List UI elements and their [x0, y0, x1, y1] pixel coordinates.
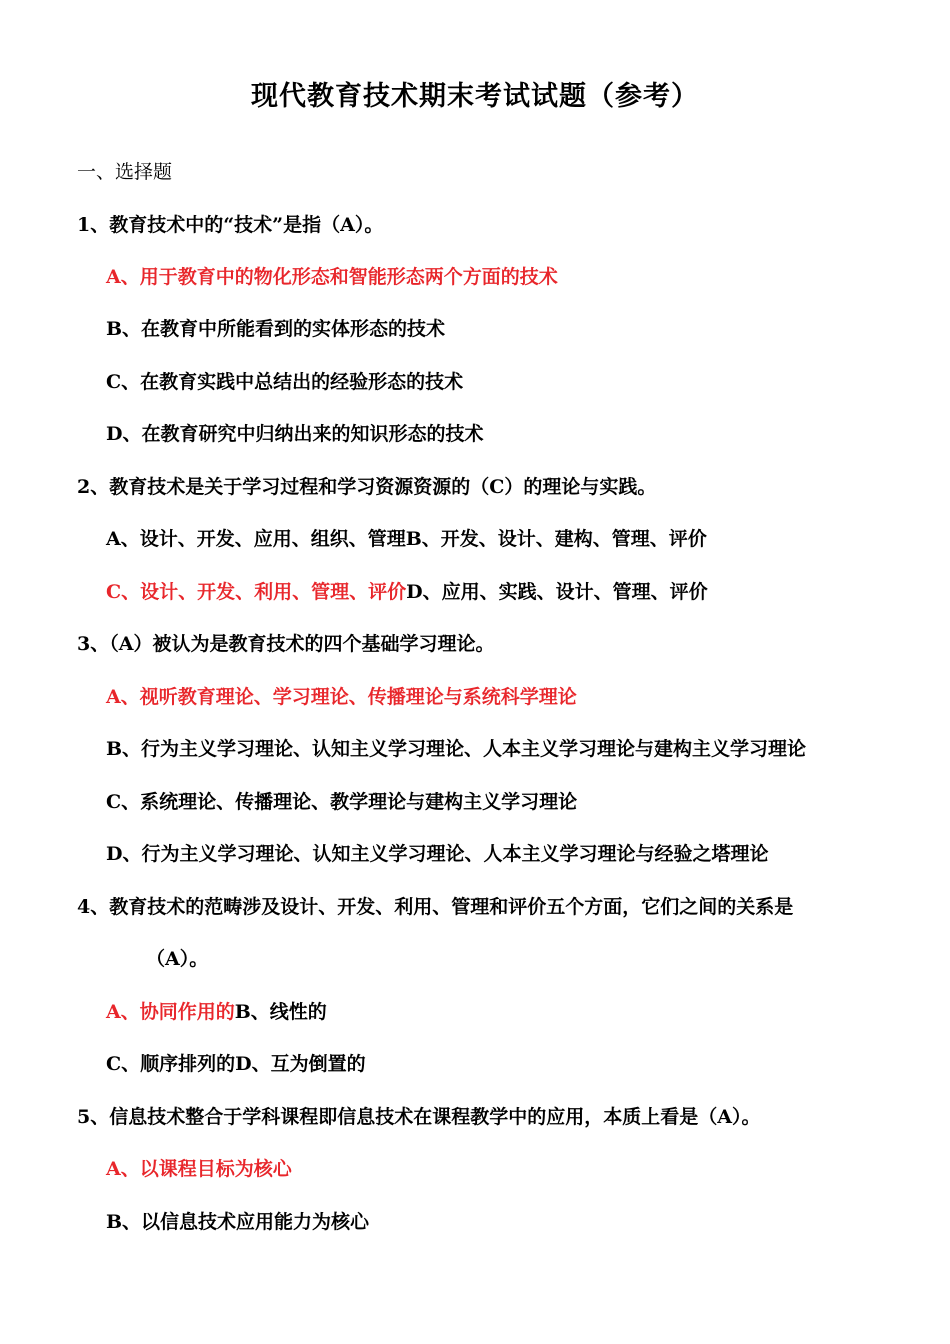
question-3-stem: 3、（A）被认为是教育技术的四个基础学习理论。	[77, 633, 495, 655]
question-3-option-c: C、系统理论、传播理论、教学理论与建构主义学习理论	[106, 791, 578, 813]
question-2-option-b: B、开发、设计、建构、管理、评价	[405, 528, 707, 550]
question-1-stem: 1、教育技术中的“技术”是指（A）。	[77, 214, 384, 236]
question-2-options-line-2	[106, 579, 708, 605]
question-2-option-a: A、设计、开发、应用、组织、管理	[106, 528, 406, 550]
question-3-option-d: D、行为主义学习理论、认知主义学习理论、人本主义学习理论与经验之塔理论	[106, 843, 769, 865]
question-3-option-a: A、视听教育理论、学习理论、传播理论与系统科学理论	[106, 686, 577, 708]
question-1-option-b: B、在教育中所能看到的实体形态的技术	[106, 318, 446, 340]
question-4-options-line-1	[106, 999, 327, 1025]
question-5-option-a: A、以课程目标为核心	[106, 1158, 292, 1180]
question-1-option-a: A、用于教育中的物化形态和智能形态两个方面的技术	[106, 266, 558, 288]
question-4-stem-continued: （A）。	[146, 948, 209, 970]
question-4-options-line-2	[106, 1051, 366, 1077]
question-2-options-line-1	[106, 526, 707, 552]
question-1-option-c: C、在教育实践中总结出的经验形态的技术	[106, 371, 464, 393]
question-4-option-c: C、顺序排列的	[106, 1053, 236, 1075]
question-1-option-d: D、在教育研究中归纳出来的知识形态的技术	[106, 423, 484, 445]
question-4-option-d: D、互为倒置的	[235, 1053, 366, 1075]
document-title: 现代教育技术期末考试试题（参考）	[251, 81, 699, 112]
section-heading: 一、选择题	[77, 161, 173, 183]
question-2-option-d: D、应用、实践、设计、管理、评价	[406, 581, 708, 603]
question-5-stem: 5、信息技术整合于学科课程即信息技术在课程教学中的应用，本质上看是（A）。	[77, 1106, 761, 1128]
question-4-option-a: A、协同作用的	[106, 1001, 235, 1023]
question-4-option-b: B、线性的	[234, 1001, 327, 1023]
question-4-stem: 4、教育技术的范畴涉及设计、开发、利用、管理和评价五个方面，它们之间的关系是	[77, 896, 794, 918]
question-5-option-b: B、以信息技术应用能力为核心	[106, 1211, 370, 1233]
question-2-option-c: C、设计、开发、利用、管理、评价	[106, 581, 407, 603]
question-2-stem: 2、教育技术是关于学习过程和学习资源资源的（C）的理论与实践。	[77, 476, 657, 498]
question-3-option-b: B、行为主义学习理论、认知主义学习理论、人本主义学习理论与建构主义学习理论	[106, 738, 807, 760]
